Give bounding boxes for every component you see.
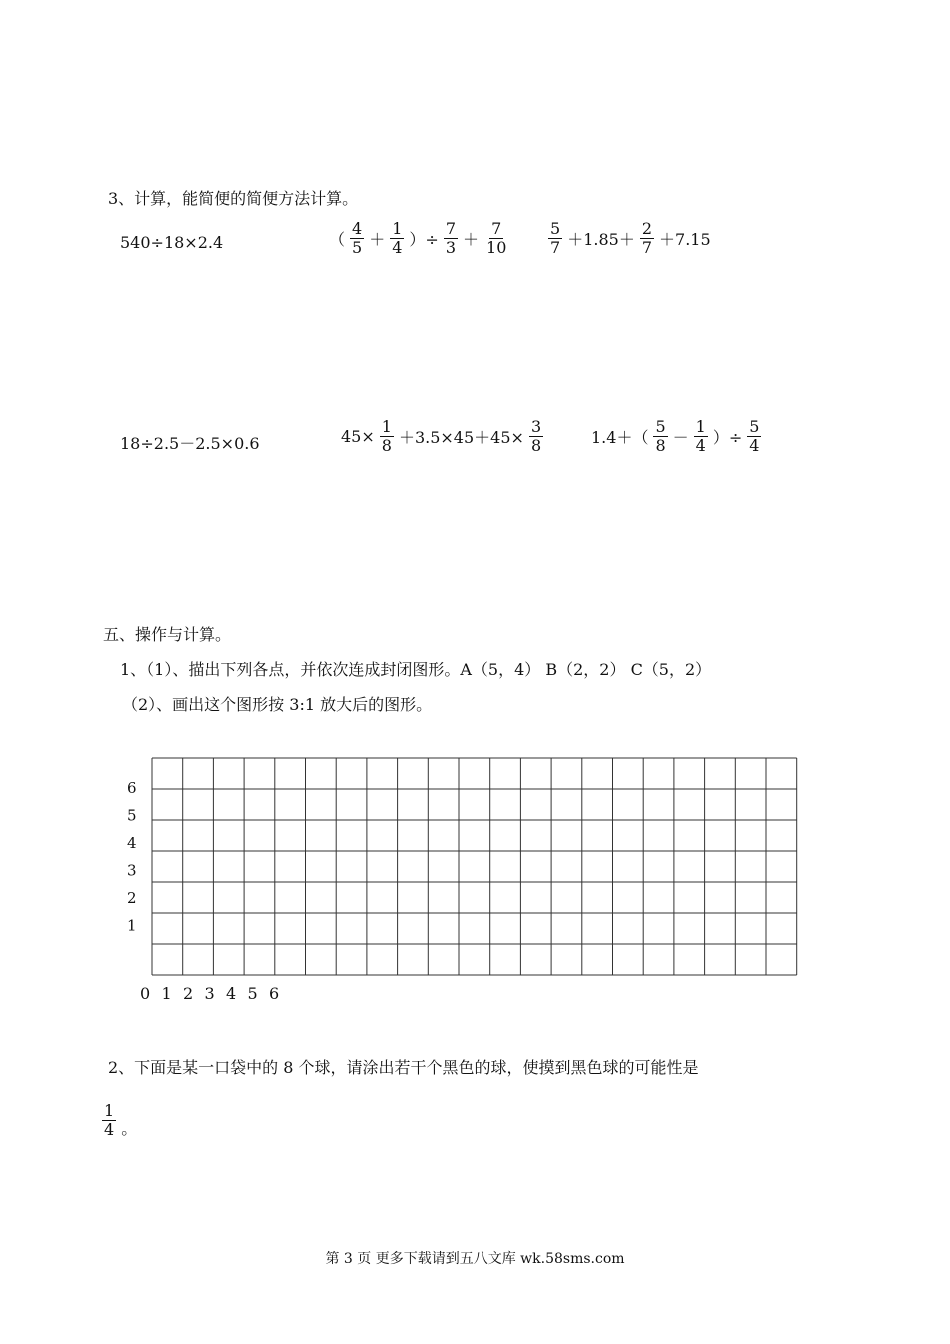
fraction: $\frac{5}{7}$ [550,219,561,258]
paren-close-divide: ）÷ [409,230,439,250]
y-axis-label: 5 [127,806,137,825]
fraction: $\frac{1}{8}$ [381,417,392,456]
y-axis-label: 1 [127,916,137,935]
x-axis-label: 3 [204,984,215,1003]
q1-line2: （2）、画出这个图形按 3:1 放大后的图形。 [122,695,433,714]
fraction: $\frac{4}{5}$ [352,219,363,258]
row2-expr3 [588,418,763,456]
row1-expr2 [326,220,510,258]
fraction: $\frac{7}{10}$ [486,219,507,258]
fraction: $\frac{5}{8}$ [655,417,666,456]
q1-line1: 1、（1）、描出下列各点，并依次连成封闭图形。A（5，4） B（2，2） C（5，2） [120,660,712,679]
fraction: $\frac{7}{3}$ [445,219,457,258]
q2-fraction-line [100,1102,140,1140]
expr-middle: ＋3.5×45＋45× [398,428,524,448]
plus-sign: ＋ [369,230,386,250]
x-axis-label: 5 [247,984,258,1003]
paren-close-divide: ）÷ [712,428,743,448]
paren-open: （ [329,230,346,250]
x-axis-label: 0 [140,984,151,1003]
row2-expr2 [338,418,545,456]
footer: 第 3 页 更多下载请到五八文库 wk.58sms.com [325,1251,625,1267]
row2-expr1: 18÷2.5－2.5×0.6 [120,434,260,453]
expr-prefix: 45× [341,427,375,447]
expr-end: ＋7.15 [659,230,711,250]
period: 。 [121,1119,138,1139]
plus-sign: ＋ [463,230,480,250]
section5-title: 五、操作与计算。 [103,625,232,644]
row1-expr1: 540÷18×2.4 [120,233,224,252]
x-axis-label: 6 [269,984,280,1003]
minus-sign: － [672,428,689,448]
fraction: $\frac{1}{4}$ [392,219,403,258]
fraction: $\frac{1}{4}$ [104,1101,115,1140]
fraction: $\frac{3}{8}$ [530,417,542,456]
section3-title: 3、计算，能简便的简便方法计算。 [108,189,359,208]
x-axis-label: 2 [183,984,194,1003]
fraction: $\frac{1}{4}$ [695,417,706,456]
x-axis-label: 1 [161,984,172,1003]
expr-middle: ＋1.85＋ [567,230,635,250]
row1-expr3 [546,220,714,258]
coordinate-grid [110,750,810,1010]
y-axis-label: 6 [127,779,137,797]
y-axis-label: 3 [127,861,137,880]
y-axis-label: 2 [127,889,137,907]
fraction: $\frac{2}{7}$ [641,219,653,258]
expr-prefix: 1.4＋（ [591,428,649,448]
fraction: $\frac{5}{4}$ [749,417,760,456]
x-axis-label: 4 [226,984,237,1003]
y-axis-label: 4 [127,834,137,852]
q2-line: 2、下面是某一口袋中的 8 个球，请涂出若干个黑色的球，使摸到黑色球的可能性是 [108,1058,699,1077]
